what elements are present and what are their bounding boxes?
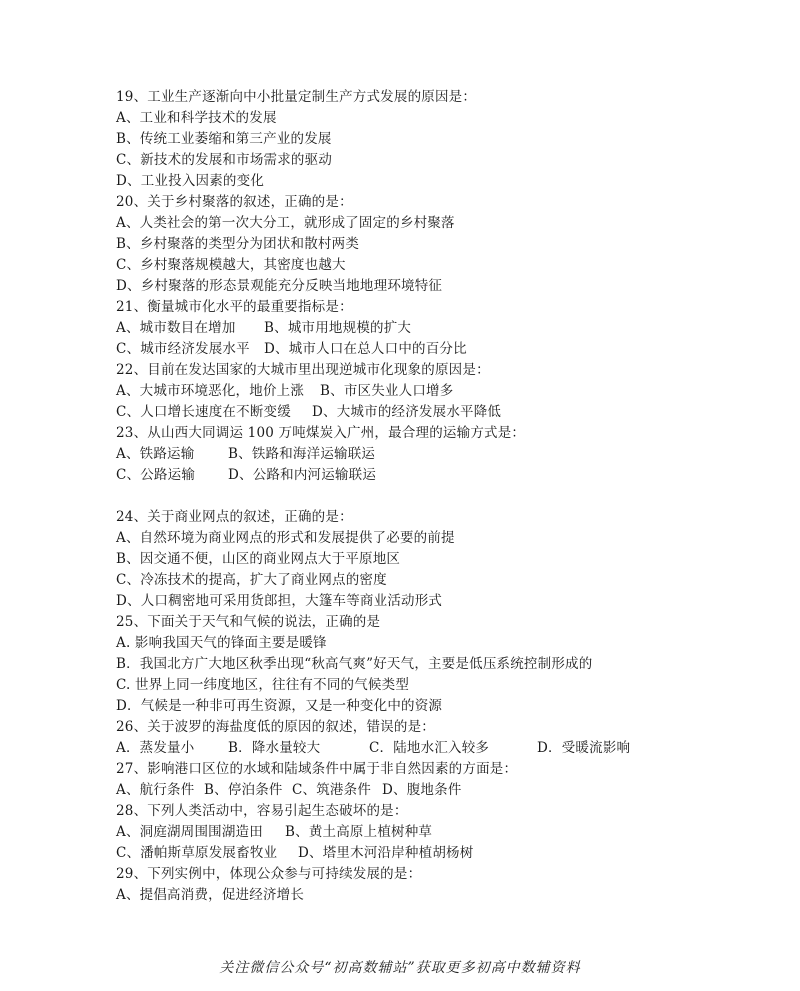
question-27-option-a: A、航行条件 — [116, 782, 195, 798]
question-19-option-c: C、新技术的发展和市场需求的驱动 — [116, 152, 333, 168]
question-22-stem: 22、目前在发达国家的大城市里出现逆城市化现象的原因是： — [116, 362, 490, 378]
question-26-option-a: A．蒸发量小 — [116, 740, 195, 756]
question-26-option-b: B．降水量较大 — [228, 740, 321, 756]
question-22-option-a: A、大城市环境恶化，地价上涨 — [116, 383, 305, 399]
question-27-stem: 27、影响港口区位的水域和陆域条件中属于非自然因素的方面是： — [116, 761, 518, 777]
question-25-option-d: D．气候是一种非可再生资源，又是一种变化中的资源 — [116, 698, 443, 714]
question-23-stem: 23、从山西大同调运 100 万吨煤炭入广州，最合理的运输方式是： — [116, 425, 526, 441]
question-21-option-a: A、城市数目在增加 — [116, 320, 236, 336]
question-21-stem: 21、衡量城市化水平的最重要指标是： — [116, 299, 353, 315]
question-23-option-b: B、铁路和海洋运输联运 — [228, 446, 376, 462]
question-26-option-c: C．陆地水汇入较多 — [369, 740, 490, 756]
question-22-option-b: B、市区失业人口增多 — [320, 383, 454, 399]
question-23-option-c: C、公路运输 — [116, 467, 196, 483]
question-29-option-a: A、提倡高消费，促进经济增长 — [116, 887, 305, 903]
question-20-option-b: B、乡村聚落的类型分为团状和散村两类 — [116, 236, 360, 252]
question-20-option-a: A、人类社会的第一次大分工，就形成了固定的乡村聚落 — [116, 215, 455, 231]
question-26-stem: 26、关于波罗的海盐度低的原因的叙述，错误的是： — [116, 719, 435, 735]
question-24-option-d: D、人口稠密地可采用货郎担，大篷车等商业活动形式 — [116, 593, 443, 609]
question-28-stem: 28、下列人类活动中，容易引起生态破坏的是： — [116, 803, 408, 819]
question-24-option-c: C、冷冻技术的提高，扩大了商业网点的密度 — [116, 572, 387, 588]
question-24-stem: 24、关于商业网点的叙述，正确的是： — [116, 509, 353, 525]
question-25-option-b: B．我国北方广大地区秋季出现“秋高气爽”好天气，主要是低压系统控制形成的 — [116, 656, 593, 672]
question-28-option-b: B、黄土高原上植树种草 — [285, 824, 433, 840]
question-21-option-c: C、城市经济发展水平 — [116, 341, 250, 357]
question-19-option-d: D、工业投入因素的变化 — [116, 173, 265, 189]
question-23-option-a: A、铁路运输 — [116, 446, 195, 462]
question-19-option-a: A、工业和科学技术的发展 — [116, 110, 277, 126]
question-20-stem: 20、关于乡村聚落的叙述，正确的是： — [116, 194, 353, 210]
question-19-option-b: B、传统工业萎缩和第三产业的发展 — [116, 131, 332, 147]
question-24-option-a: A、自然环境为商业网点的形式和发展提供了必要的前提 — [116, 530, 455, 546]
question-20-option-d: D、乡村聚落的形态景观能充分反映当地地理环境特征 — [116, 278, 443, 294]
question-20-option-c: C、乡村聚落规模越大，其密度也越大 — [116, 257, 346, 273]
question-29-stem: 29、下列实例中，体现公众参与可持续发展的是： — [116, 866, 422, 882]
question-28-option-c: C、潘帕斯草原发展畜牧业 — [116, 845, 278, 861]
question-22-option-d: D、大城市的经济发展水平降低 — [312, 404, 502, 420]
question-25-stem: 25、下面关于天气和气候的说法，正确的是 — [116, 614, 381, 630]
question-21-option-b: B、城市用地规模的扩大 — [264, 320, 412, 336]
question-27-option-b: B、停泊条件 — [204, 782, 283, 798]
question-27-option-d: D、腹地条件 — [382, 782, 462, 798]
question-27-option-c: C、筑港条件 — [292, 782, 372, 798]
question-26-option-d: D．受暖流影响 — [537, 740, 631, 756]
question-25-option-c: C. 世界上同一纬度地区，往往有不同的气候类型 — [116, 677, 410, 693]
question-23-option-d: D、公路和内河运输联运 — [228, 467, 377, 483]
question-22-option-c: C、人口增长速度在不断变缓 — [116, 404, 291, 420]
question-25-option-a: A. 影响我国天气的锋面主要是暖锋 — [116, 635, 327, 651]
footer-promo-text: 关注微信公众号“初高数辅站”获取更多初高中数辅资料 — [219, 960, 581, 976]
question-28-option-a: A、洞庭湖周围围湖造田 — [116, 824, 263, 840]
question-21-option-d: D、城市人口在总人口中的百分比 — [264, 341, 467, 357]
question-19-stem: 19、工业生产逐渐向中小批量定制生产方式发展的原因是： — [116, 89, 477, 105]
question-28-option-d: D、塔里木河沿岸种植胡杨树 — [298, 845, 474, 861]
question-24-option-b: B、因交通不便，山区的商业网点大于平原地区 — [116, 551, 401, 567]
